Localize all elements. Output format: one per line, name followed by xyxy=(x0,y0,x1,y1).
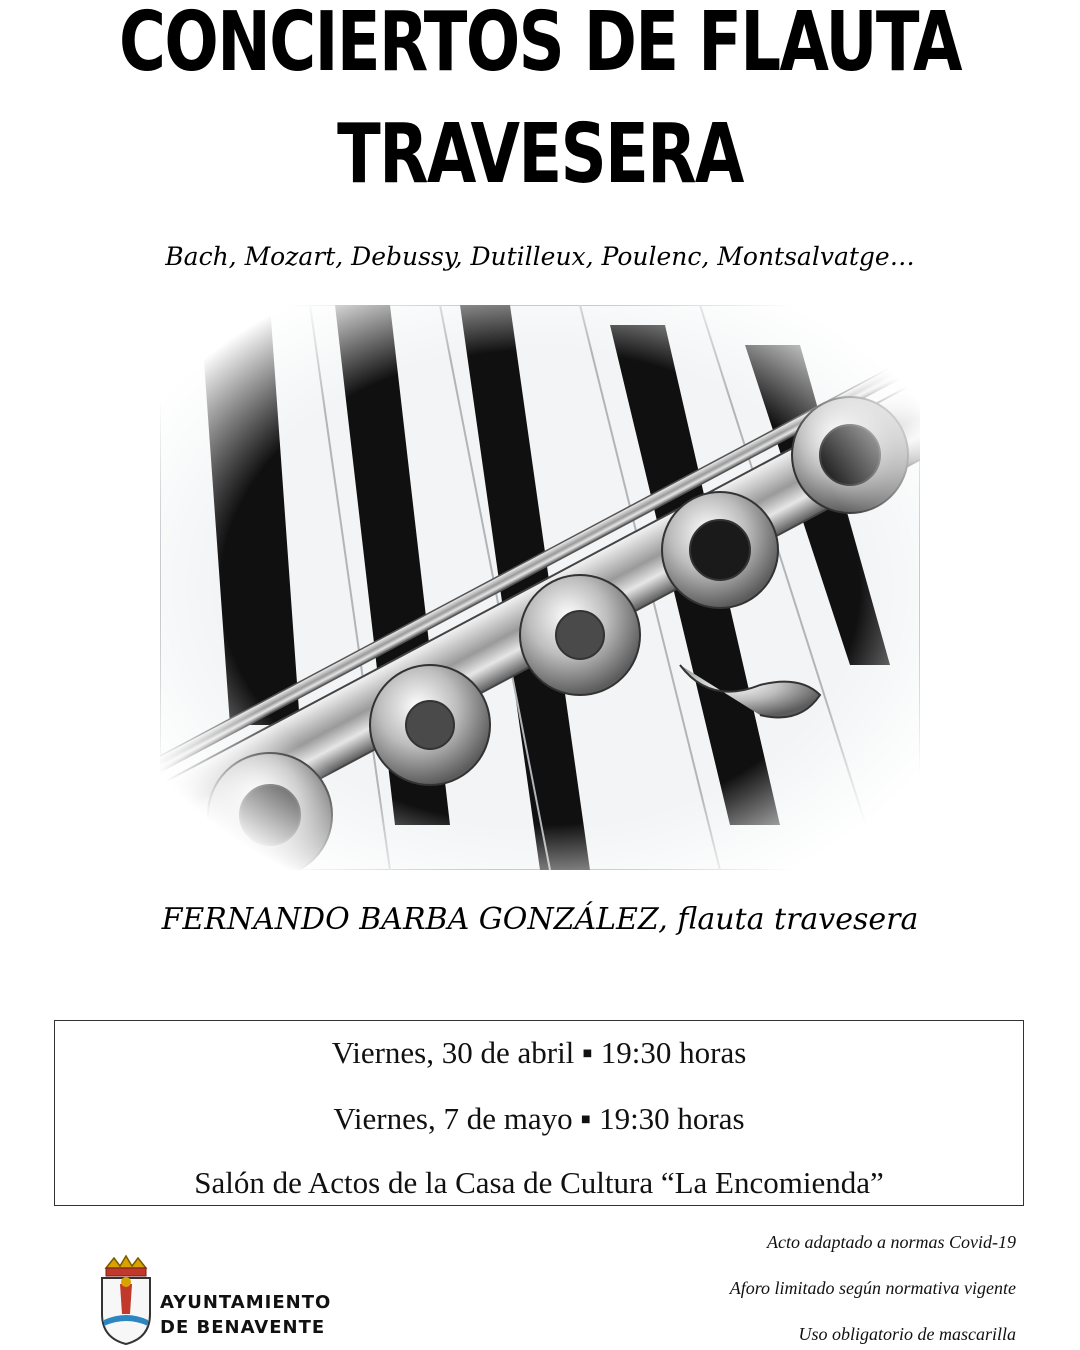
note-covid: Acto adaptado a normas Covid-19 xyxy=(767,1232,1016,1252)
logo-line2: DE BENAVENTE xyxy=(160,1317,326,1338)
note-mask: Uso obligatorio de mascarilla xyxy=(798,1324,1016,1344)
poster-title-line1: CONCIERTOS DE FLAUTA xyxy=(119,0,961,90)
schedule-box xyxy=(54,1020,1024,1206)
schedule-venue: Salón de Actos de la Casa de Cultura “La Encomienda” xyxy=(194,1165,884,1200)
flute-on-piano-photo xyxy=(160,305,920,870)
note-capacity: Aforo limitado según normativa vigente xyxy=(729,1278,1016,1298)
schedule-date-2: Viernes, 7 de mayo ▪ 19:30 horas xyxy=(333,1101,745,1136)
poster-title-line2: TRAVESERA xyxy=(337,107,743,202)
schedule-date-1: Viernes, 30 de abril ▪ 19:30 horas xyxy=(331,1035,747,1070)
logo-line1: AYUNTAMIENTO xyxy=(160,1292,332,1313)
composers-list: Bach, Mozart, Debussy, Dutilleux, Poulenc, Montsalvatge… xyxy=(165,242,915,271)
municipality-logo-text xyxy=(160,1290,331,1340)
benavente-coat-of-arms-icon xyxy=(96,1254,156,1346)
performer-name: FERNANDO BARBA GONZÁLEZ, flauta travesera xyxy=(161,902,919,937)
